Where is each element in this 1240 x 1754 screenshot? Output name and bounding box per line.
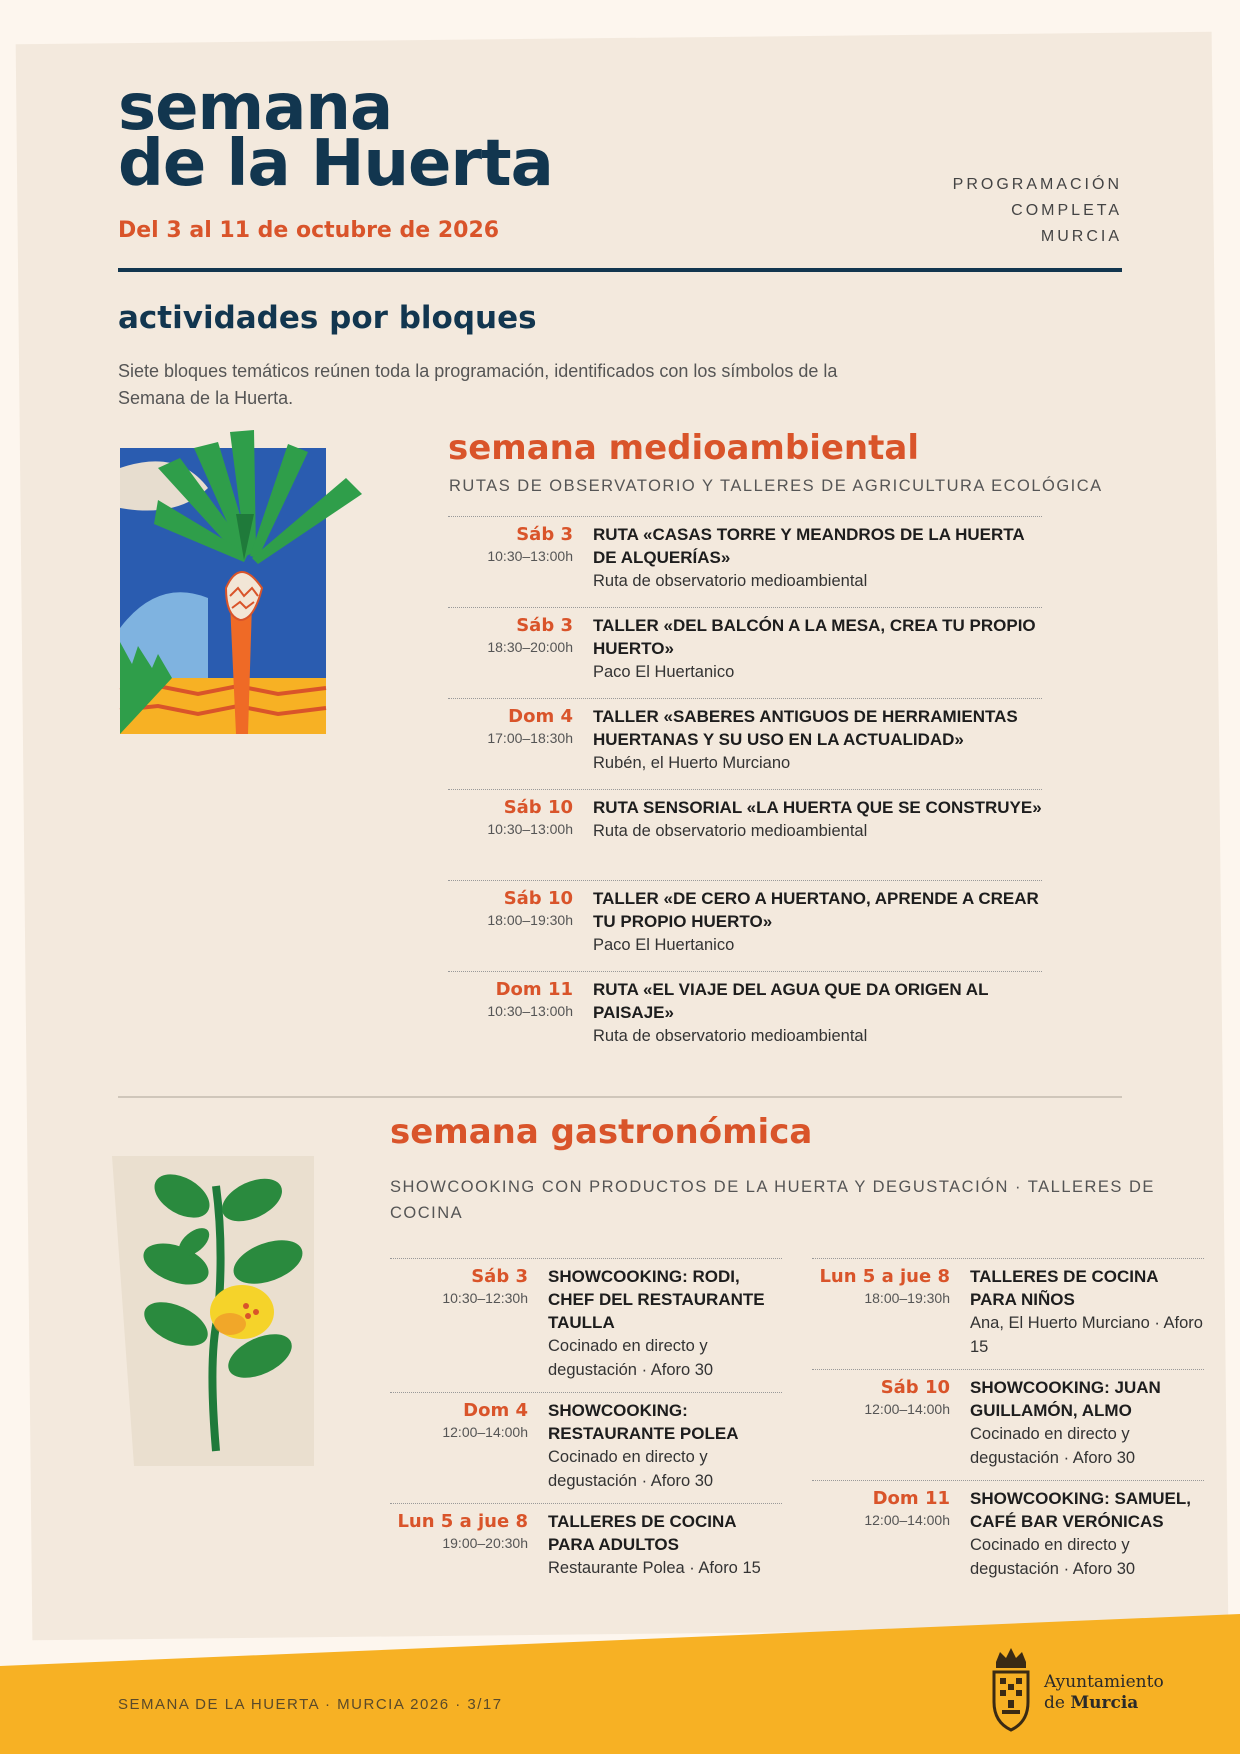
event-day: Lun 5 a jue 8 <box>397 1511 528 1532</box>
event-title: RUTA SENSORIAL «LA HUERTA QUE SE CONSTRUYE» <box>593 798 1042 817</box>
event-time: 18:30–20:00h <box>487 639 573 655</box>
event-title: SHOWCOOKING: RODI, CHEF DEL RESTAURANTE TAULLA <box>548 1267 765 1332</box>
title-line-2: de la Huerta <box>118 127 553 201</box>
event-title: RUTA «CASAS TORRE Y MEANDROS DE LA HUERTA DE ALQUERÍAS» <box>593 525 1025 567</box>
event-time: 10:30–13:00h <box>487 1003 573 1019</box>
header-divider <box>118 268 1122 272</box>
block-title-gastronomica: semana gastronómica <box>390 1112 813 1152</box>
event-description: Paco El Huertanico <box>593 663 735 681</box>
event-day: Sáb 3 <box>516 615 573 636</box>
event-title: TALLERES DE COCINA PARA NIÑOS <box>970 1267 1158 1309</box>
event-description: Restaurante Polea · Aforo 15 <box>548 1559 761 1577</box>
footer-text: SEMANA DE LA HUERTA · MURCIA 2026 · 3/17 <box>118 1696 503 1713</box>
event-time: 18:00–19:30h <box>864 1290 950 1306</box>
event-day: Dom 4 <box>508 706 573 727</box>
event-time: 10:30–13:00h <box>487 821 573 837</box>
event-description: Cocinado en directo y degustación · Aforo 30 <box>970 1536 1136 1578</box>
event-time: 12:00–14:00h <box>864 1401 950 1417</box>
logo-line-1: Ayuntamiento <box>1044 1672 1164 1692</box>
city-council-logo <box>986 1644 1166 1734</box>
event-description: Ruta de observatorio medioambiental <box>593 1027 868 1045</box>
event-description: Cocinado en directo y degustación · Aforo 30 <box>548 1448 714 1490</box>
event-description: Paco El Huertanico <box>593 936 735 954</box>
event-day: Dom 4 <box>463 1400 528 1421</box>
event-description: Cocinado en directo y degustación · Aforo 30 <box>970 1425 1136 1467</box>
event-description: Ana, El Huerto Murciano · Aforo 15 <box>970 1314 1203 1356</box>
event-time: 17:00–18:30h <box>487 730 573 746</box>
list-item <box>390 1392 782 1503</box>
palm-tree-illustration <box>118 428 378 734</box>
lemon-branch-illustration <box>112 1156 316 1466</box>
list-item <box>390 1258 782 1392</box>
event-day: Sáb 10 <box>503 888 573 909</box>
section-divider <box>118 1096 1122 1098</box>
tagline-line-2: COMPLETA <box>1011 202 1122 219</box>
event-description: Cocinado en directo y degustación · Aforo 30 <box>548 1337 714 1379</box>
event-description: Ruta de observatorio medioambiental <box>593 572 868 590</box>
section-heading: actividades por bloques <box>118 300 537 336</box>
event-list-medioambiental <box>448 516 1042 1062</box>
logo-line-2-city: Murcia <box>1070 1693 1139 1713</box>
title-line-1: semana <box>118 71 393 145</box>
event-day: Sáb 3 <box>471 1266 528 1287</box>
event-list-gastronomica-right <box>812 1258 1204 1591</box>
block-subtitle-medioambiental: RUTAS DE OBSERVATORIO Y TALLERES DE AGRICULTURA ECOLÓGICA <box>449 477 1103 495</box>
event-title: SHOWCOOKING: SAMUEL, CAFÉ BAR VERÓNICAS <box>970 1489 1191 1531</box>
list-item <box>448 698 1042 789</box>
event-time: 10:30–13:00h <box>487 548 573 564</box>
event-time: 19:00–20:30h <box>442 1535 528 1551</box>
event-title: SHOWCOOKING: JUAN GUILLAMÓN, ALMO <box>970 1378 1161 1420</box>
event-time: 18:00–19:30h <box>487 912 573 928</box>
event-title: RUTA «EL VIAJE DEL AGUA QUE DA ORIGEN AL PAISAJE» <box>593 980 989 1022</box>
event-title: TALLER «DEL BALCÓN A LA MESA, CREA TU PROPIO HUERTO» <box>593 616 1036 658</box>
event-title: TALLER «DE CERO A HUERTANO, APRENDE A CREAR TU PROPIO HUERTO» <box>593 889 1039 931</box>
event-day: Dom 11 <box>872 1488 950 1509</box>
event-time: 12:00–14:00h <box>442 1424 528 1440</box>
list-item <box>812 1480 1204 1591</box>
list-item <box>812 1369 1204 1480</box>
event-description: Rubén, el Huerto Murciano <box>593 754 791 772</box>
list-item <box>448 516 1042 607</box>
event-list-gastronomica-left <box>390 1258 782 1590</box>
tagline-line-1: PROGRAMACIÓN <box>952 176 1122 193</box>
list-item <box>390 1503 782 1590</box>
event-day: Lun 5 a jue 8 <box>819 1266 950 1287</box>
event-day: Sáb 10 <box>880 1377 950 1398</box>
list-item <box>448 789 1042 880</box>
event-day: Sáb 3 <box>516 524 573 545</box>
page-title <box>118 71 553 201</box>
block-subtitle-gastronomica: SHOWCOOKING CON PRODUCTOS DE LA HUERTA Y DEGUSTACIÓN · TALLERES DE COCINA <box>390 1178 1155 1222</box>
event-title: TALLERES DE COCINA PARA ADULTOS <box>548 1512 736 1554</box>
block-title-medioambiental: semana medioambiental <box>448 428 919 468</box>
list-item <box>812 1258 1204 1369</box>
list-item <box>448 971 1042 1062</box>
event-day: Sáb 10 <box>503 797 573 818</box>
event-title: SHOWCOOKING: RESTAURANTE POLEA <box>548 1401 739 1443</box>
event-time: 10:30–12:30h <box>442 1290 528 1306</box>
tagline-line-3: MURCIA <box>1040 228 1122 245</box>
list-item <box>448 880 1042 971</box>
logo-line-2-prefix: de <box>1044 1693 1065 1713</box>
event-day: Dom 11 <box>495 979 573 1000</box>
coat-of-arms-icon <box>986 1644 1036 1734</box>
event-time: 12:00–14:00h <box>864 1512 950 1528</box>
section-intro: Siete bloques temáticos reúnen toda la programación, identificados con los símbolos de la Semana de la Huerta. <box>118 361 838 408</box>
list-item <box>448 607 1042 698</box>
event-title: TALLER «SABERES ANTIGUOS DE HERRAMIENTAS HUERTANAS Y SU USO EN LA ACTUALIDAD» <box>593 707 1018 749</box>
event-dates: Del 3 al 11 de octubre de 2026 <box>118 218 500 243</box>
event-description: Ruta de observatorio medioambiental <box>593 822 868 840</box>
header-tagline <box>953 172 1122 250</box>
